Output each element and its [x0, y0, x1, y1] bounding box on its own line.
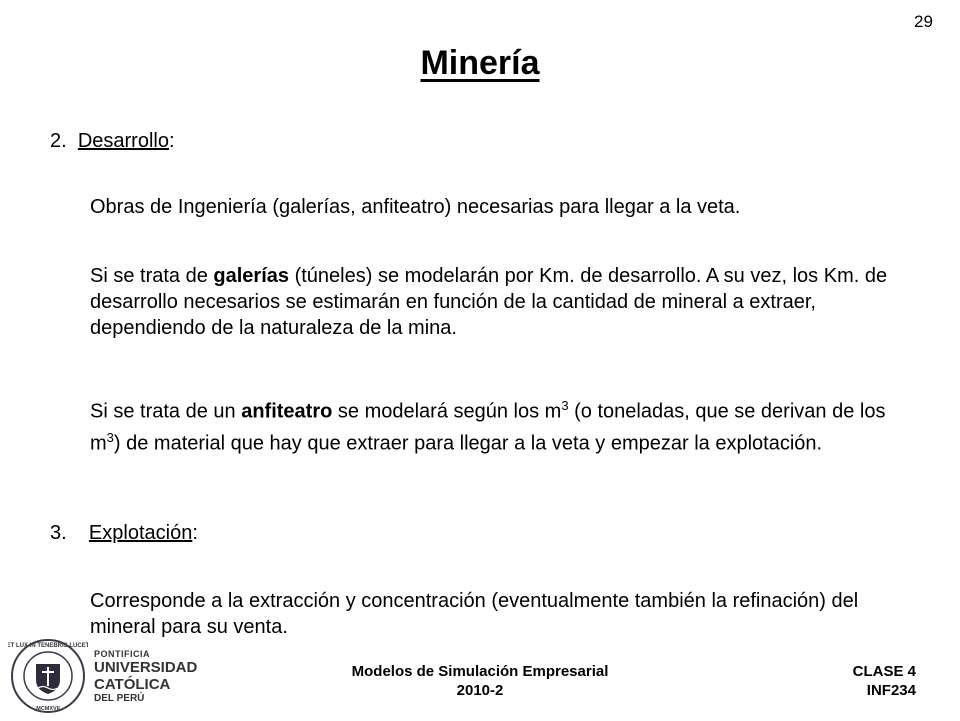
section-2-heading — [50, 128, 175, 154]
university-seal-icon — [8, 636, 88, 716]
para3-before: Si se trata de un — [90, 400, 242, 423]
section-3-colon: : — [192, 522, 198, 544]
paragraph-explotacion: Corresponde a la extracción y concentración (eventualmente también la refinación) del mineral para su venta. — [90, 590, 859, 638]
para3-after: ) de material que hay que extraer para llegar a la veta y empezar la explotación. — [113, 432, 823, 455]
para3-bold: anfiteatro — [241, 400, 333, 423]
para3-mid2: (o toneladas, que se derivan de los m — [90, 400, 886, 455]
seal-year: MCMXVII — [36, 706, 60, 712]
logo-line-pontificia: PONTIFICIA — [94, 649, 150, 659]
page-number: 29 — [914, 12, 933, 31]
section-2-label: Desarrollo — [77, 130, 169, 152]
footer-clase: CLASE 4 — [852, 663, 916, 680]
footer-term: 2010-2 — [456, 682, 504, 699]
paragraph-anfiteatro — [90, 393, 920, 456]
logo-line-del-peru: DEL PERÚ — [94, 693, 145, 704]
para3-sup2: 3 — [106, 429, 114, 445]
para2-before: Si se trata de — [90, 265, 214, 287]
section-2-number: 2. — [50, 130, 67, 152]
slide-title: Minería — [420, 44, 540, 82]
logo-line-catolica: CATÓLICA — [94, 676, 171, 693]
paragraph-obras: Obras de Ingeniería (galerías, anfiteatro) necesarias para llegar a la veta. — [90, 196, 741, 218]
para2-bold: galerías — [213, 265, 290, 287]
section-2-colon: : — [168, 130, 175, 152]
para3-sup1: 3 — [561, 398, 569, 413]
paragraph-galerias — [90, 263, 920, 341]
para2-after: (túneles) se modelarán por Km. de desarrollo. A su vez, los Km. de desarrollo necesarios se estimarán en función de la cantidad de mineral a extraer, dependiendo de la naturaleza de la mina. — [90, 265, 888, 339]
footer-course — [280, 662, 680, 700]
university-logo — [8, 636, 198, 716]
section-3-number: 3. — [50, 522, 67, 544]
para3-mid1: se modelará según los m — [332, 400, 562, 423]
section-3-heading — [50, 520, 198, 546]
seal-motto: ET LUX IN TENEBRIS LUCET — [8, 643, 88, 649]
logo-line-universidad: UNIVERSIDAD — [94, 659, 198, 676]
section-3-label: Explotación — [88, 522, 193, 544]
footer-course-name: Modelos de Simulación Empresarial — [351, 663, 609, 680]
footer-class — [820, 662, 916, 700]
footer-code: INF234 — [866, 682, 916, 699]
